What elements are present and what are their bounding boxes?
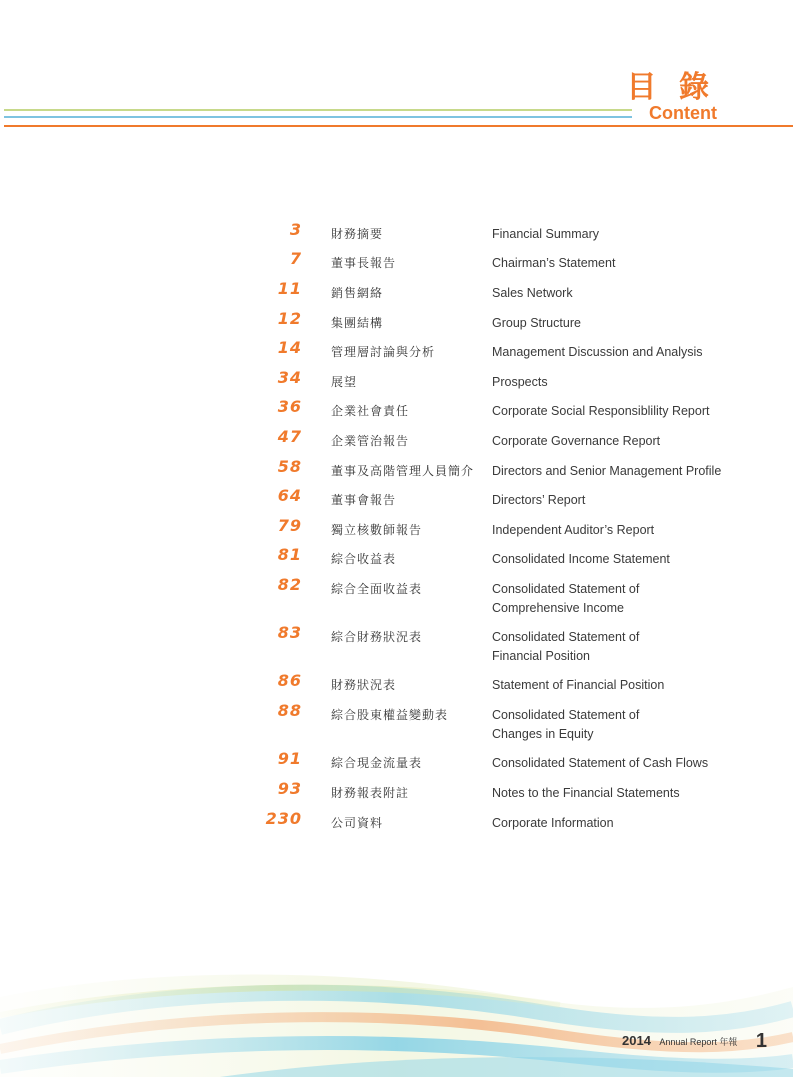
- toc-page-number: 7: [289, 249, 302, 268]
- footer: [622, 1028, 767, 1051]
- footer-label: Annual Report 年報: [659, 1037, 738, 1047]
- toc-title-english-line: Directors’ Report: [492, 493, 586, 507]
- toc-title-english: [492, 225, 752, 244]
- toc-page-number: 86: [277, 671, 302, 690]
- toc-title-english: [492, 706, 752, 744]
- toc-title-chinese: 財務摘要: [331, 227, 384, 241]
- toc-title-english: [492, 284, 752, 303]
- toc-title-chinese: 企業管治報告: [331, 434, 410, 448]
- toc-title-english-line: Financial Position: [492, 649, 590, 663]
- toc-title-chinese: 集團結構: [331, 316, 384, 330]
- toc-page-number: 14: [277, 338, 302, 357]
- toc-title-english: [492, 580, 752, 618]
- toc-title-english: [492, 814, 752, 833]
- footer-year: 2014: [622, 1033, 651, 1048]
- toc-title-chinese: 綜合財務狀況表: [331, 630, 423, 644]
- toc-title-english-line: Chairman’s Statement: [492, 256, 616, 270]
- toc-title-english: [492, 754, 752, 773]
- toc-title-chinese: 管理層討論與分析: [331, 345, 436, 359]
- toc-title-english-line: Statement of Financial Position: [492, 678, 665, 692]
- toc-title-english: [492, 676, 752, 695]
- toc-title-english-line: Independent Auditor’s Report: [492, 523, 655, 537]
- toc-title-english: [492, 402, 752, 421]
- toc-title-english: [492, 254, 752, 273]
- toc-title-english: [492, 784, 752, 803]
- toc-title-english: [492, 343, 752, 362]
- toc-title-chinese: 銷售網絡: [331, 286, 384, 300]
- toc-title-english-line: Notes to the Financial Statements: [492, 786, 680, 800]
- toc-title-english: [492, 314, 752, 333]
- toc-page-number: 79: [277, 516, 302, 535]
- toc-title-english: [492, 550, 752, 569]
- toc-page-number: 93: [277, 779, 302, 798]
- toc-title-chinese: 綜合收益表: [331, 552, 397, 566]
- toc-page-number: 11: [277, 279, 302, 298]
- toc-title-english-line: Prospects: [492, 375, 548, 389]
- toc-title-chinese: 公司資料: [331, 816, 384, 830]
- toc-page-number: 47: [277, 427, 302, 446]
- toc-title-english-line: Consolidated Statement of: [492, 582, 640, 596]
- toc-title-chinese: 獨立核數師報告: [331, 523, 423, 537]
- toc-title-english: [492, 373, 752, 392]
- toc-title-english-line: Comprehensive Income: [492, 601, 625, 615]
- toc-page-number: 58: [277, 457, 302, 476]
- toc-title-english: [492, 491, 752, 510]
- toc-page-number: 34: [277, 368, 302, 387]
- toc-title-english-line: Management Discussion and Analysis: [492, 345, 703, 359]
- toc-title-english-line: Consolidated Statement of Cash Flows: [492, 756, 709, 770]
- toc-title-english-line: Sales Network: [492, 286, 573, 300]
- toc-title-chinese: 財務報表附註: [331, 786, 410, 800]
- toc-page-number: 36: [277, 397, 302, 416]
- toc-title-english-line: Consolidated Statement of: [492, 708, 640, 722]
- toc-title-english: [492, 462, 752, 481]
- toc-title-english-line: Changes in Equity: [492, 727, 594, 741]
- page-title-english: Content: [649, 103, 717, 123]
- toc-title-chinese: 財務狀況表: [331, 678, 397, 692]
- toc-title-english-line: Directors and Senior Management Profile: [492, 464, 722, 478]
- toc-title-english: [492, 432, 752, 451]
- toc-title-chinese: 綜合現金流量表: [331, 756, 423, 770]
- toc-page-number: 88: [277, 701, 302, 720]
- toc-title-english-line: Corporate Information: [492, 816, 614, 830]
- toc-page-number: 82: [277, 575, 302, 594]
- page-number: 1: [755, 1030, 767, 1052]
- toc-title-english: [492, 521, 752, 540]
- toc-page-number: 91: [277, 749, 302, 768]
- toc-page-number: 12: [277, 309, 302, 328]
- toc-title-english-line: Consolidated Income Statement: [492, 552, 670, 566]
- toc-title-chinese: 董事會報告: [331, 493, 397, 507]
- toc-title-english-line: Consolidated Statement of: [492, 630, 640, 644]
- toc-page-number: 81: [277, 545, 302, 564]
- toc-title-chinese: 董事長報告: [331, 256, 397, 270]
- toc-title-english-line: Financial Summary: [492, 227, 599, 241]
- toc-title-english-line: Corporate Governance Report: [492, 434, 661, 448]
- toc-page-number: 64: [277, 486, 302, 505]
- toc-title-chinese: 企業社會責任: [331, 404, 410, 418]
- toc-title-english-line: Group Structure: [492, 316, 581, 330]
- toc-title-chinese: 綜合全面收益表: [331, 582, 423, 596]
- toc-page-number: 83: [277, 623, 302, 642]
- toc-title-chinese: 綜合股東權益變動表: [331, 708, 449, 722]
- page-title-chinese: 目 錄: [626, 70, 715, 105]
- toc-page-number: 230: [265, 809, 302, 828]
- toc-page-number: 3: [289, 220, 302, 239]
- footer-wave-decoration: [0, 957, 793, 1077]
- toc-title-english-line: Corporate Social Responsiblility Report: [492, 404, 710, 418]
- toc-title-english: [492, 628, 752, 666]
- toc-title-chinese: 董事及高階管理人員簡介: [331, 464, 475, 478]
- toc-title-chinese: 展望: [331, 375, 358, 389]
